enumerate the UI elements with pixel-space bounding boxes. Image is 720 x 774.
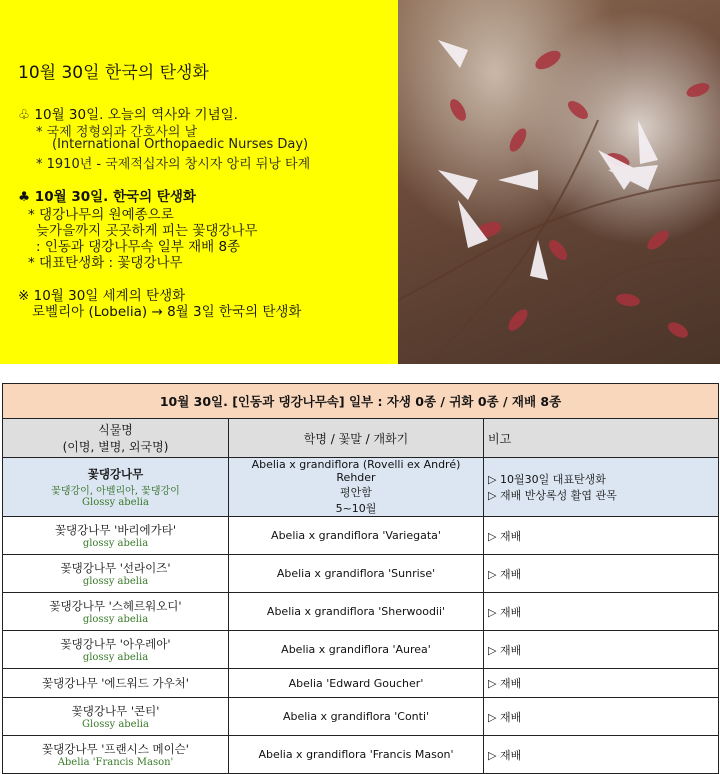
- featured-sci-cell: [229, 458, 484, 517]
- featured-note2: ▷ 재배 반상록성 활엽 관목: [488, 489, 617, 502]
- row-note: ▷ 재배: [484, 698, 719, 736]
- row-foreign: Glossy abelia: [82, 719, 149, 730]
- row-sci: Abelia x grandiflora 'Variegata': [229, 517, 484, 555]
- row-foreign: Abelia 'Francis Mason': [57, 757, 174, 768]
- featured-foreign: Glossy abelia: [82, 497, 149, 508]
- row-sci: Abelia x grandiflora 'Aurea': [229, 631, 484, 669]
- separator: [0, 364, 720, 382]
- section1-heading: ♧ 10월 30일. 오늘의 역사와 기념일.: [18, 107, 238, 123]
- table-row: [3, 593, 719, 631]
- row-sci: Abelia x grandiflora 'Conti': [229, 698, 484, 736]
- col-header-name-line1: 식물명: [98, 423, 133, 437]
- section2-heading: ♣ 10월 30일. 한국의 탄생화: [18, 189, 196, 205]
- featured-name-cell: [3, 458, 229, 517]
- row-foreign: glossy abelia: [82, 576, 149, 587]
- row-name: 꽃댕강나무 '프랜시스 메이슨': [42, 742, 189, 756]
- table-row: [3, 631, 719, 669]
- row-sci: Abelia x grandiflora 'Francis Mason': [229, 736, 484, 774]
- row-note: ▷ 재배: [484, 555, 719, 593]
- section1-line3: * 1910년 - 국제적십자의 창시자 앙리 뒤낭 타계: [36, 157, 311, 172]
- row-foreign: glossy abelia: [82, 538, 149, 549]
- featured-alias: 꽃댕강이, 아벨리아, 꽃댕강이: [51, 486, 180, 497]
- table-row: [3, 517, 719, 555]
- row-name: 꽃댕강나무 '스헤르워오디': [49, 599, 182, 613]
- section3-line1: 로벨리아 (Lobelia) → 8월 3일 한국의 탄생화: [32, 304, 302, 320]
- featured-note1: ▷ 10월30일 대표탄생화: [488, 473, 606, 486]
- section2-line1: * 댕강나무의 원예종으로: [28, 207, 174, 223]
- section3-heading: ※ 10월 30일 세계의 탄생화: [18, 288, 186, 304]
- info-panel: [0, 0, 398, 364]
- row-name: 꽃댕강나무 '선라이즈': [60, 561, 171, 575]
- featured-note-cell: [484, 458, 719, 517]
- row-note: ▷ 재배: [484, 517, 719, 555]
- col-header-name-line2: (이명, 별명, 외국명): [62, 440, 169, 454]
- row-note: ▷ 재배: [484, 631, 719, 669]
- table-row-featured: [3, 458, 719, 517]
- row-note: ▷ 재배: [484, 669, 719, 698]
- featured-sci-line1: Abelia x grandiflora (Rovelli ex André): [251, 458, 461, 471]
- row-name: 꽃댕강나무 '바리에가타': [54, 523, 177, 537]
- featured-meaning: 평안함: [340, 486, 372, 499]
- panel-title: 10월 30일 한국의 탄생화: [18, 63, 209, 83]
- section2-line3: : 인동과 댕강나무속 일부 재배 8종: [36, 239, 241, 255]
- table-row: [3, 736, 719, 774]
- row-sci: Abelia 'Edward Goucher': [229, 669, 484, 698]
- featured-sci-line2: Rehder: [336, 471, 376, 484]
- row-name: 꽃댕강나무 '에드워드 가우처': [42, 676, 189, 690]
- row-sci: Abelia x grandiflora 'Sunrise': [229, 555, 484, 593]
- row-note: ▷ 재배: [484, 593, 719, 631]
- abelia-flowers-image: [398, 0, 720, 364]
- row-sci: Abelia x grandiflora 'Sherwoodii': [229, 593, 484, 631]
- table-row: [3, 669, 719, 698]
- row-foreign: glossy abelia: [82, 652, 149, 663]
- section2-line2: 늦가을까지 곳곳하게 피는 꽃댕강나무: [36, 223, 258, 239]
- header-banner: [0, 0, 720, 364]
- flower-photo: [398, 0, 720, 364]
- table-row: [3, 698, 719, 736]
- col-header-note: 비고: [484, 419, 719, 458]
- col-header-scientific: 학명 / 꽃말 / 개화기: [229, 419, 484, 458]
- featured-bloom: 5~10월: [335, 502, 377, 515]
- section1-line1: * 국제 정형외과 간호사의 날: [36, 125, 198, 140]
- row-name: 꽃댕강나무 '아우레아': [60, 637, 171, 651]
- section2-line4: * 대표탄생화 : 꽃댕강나무: [28, 255, 183, 271]
- table-caption: 10월 30일. [인동과 댕강나무속] 일부 : 자생 0종 / 귀화 0종 / 재배 8종: [3, 384, 719, 419]
- table-row: [3, 555, 719, 593]
- row-note: ▷ 재배: [484, 736, 719, 774]
- row-foreign: glossy abelia: [82, 614, 149, 625]
- col-header-name: [3, 419, 229, 458]
- featured-name: 꽃댕강나무: [87, 467, 144, 481]
- species-table: [2, 383, 719, 774]
- row-name: 꽃댕강나무 '콘티': [71, 704, 160, 718]
- section1-line2: (International Orthopaedic Nurses Day): [52, 137, 309, 152]
